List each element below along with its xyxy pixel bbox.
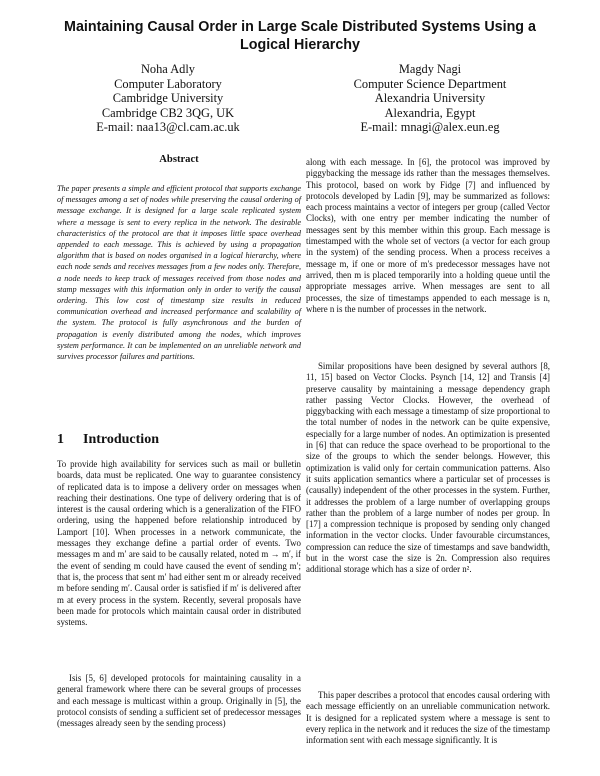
paragraph-left-1: To provide high availability for services such as mail or bulletin boards, data must be replicated. One way to guarantee consistency of replicated data is to impose a delivery order on messages when reaching their destinations. One type of delivery ordering that is of interest is the causal ordering which is a generalization of the FIFO ordering, using the happened before relationship introduced by Lamport [10]. When processes in a network communicate, the messages they exchange define a partial order of events. Two messages m and m′ are said to be causally related, noted m → m′, if the event of sending m could have caused the event of sending m′; that is, the process that sent m′ had either sent m or already received m before sending m′. Causal order is satisfied if m′ is delivered after m at every process in the system. Recently, several proposals have been made for protocols which maintain causal order in distributed systems.	[57, 459, 301, 628]
abstract-heading: Abstract	[159, 154, 199, 165]
abstract-text: The paper presents a simple and efficient protocol that supports exchange of messages among a set of nodes while preserving the causal ordering of message exchange. It is designed for a large scale replicated system where a message is sent to every replica in the network. The desirable characteristics of the protocol are that it imposes little space overhead appended to each message. This is achieved by using a propagation algorithm that is based on nodes organised in a logical hierarchy, where each node sends and receives messages from a few nodes only. Therefore, a node needs to keep track of messages received from those nodes and stamp messages with this information only in order to verify the causal ordering. This low cost of timestamp size results in reduced communication overhead and increased performance and scalability of the system. The protocol is fully asynchronous and the burden of propagation is evenly distributed among the nodes, which improves system performance. It can be implemented on an unreliable network and survives processor failures and partitions.	[57, 184, 301, 362]
author-institution: Cambridge University	[112, 91, 224, 105]
paragraph-right-3: This paper describes a protocol that encodes causal ordering with each message efficiently on an unreliable communication network. It is designed for a replicated system where a message is sent to every replica in the network and it reduces the size of the timestamp information sent with each message significantly. It is	[306, 690, 550, 746]
section-number: 1	[57, 432, 64, 447]
author-dept: Computer Science Department	[353, 76, 507, 91]
paragraph-left-2: Isis [5, 6] developed protocols for maintaining causality in a general framework where there can be several groups of processes and each message is multicast within a group. Originally in [5], the protocol consists of sending a sufficient set of predecessor messages (messages already seen by the sending process)	[57, 673, 301, 729]
paper-title: Maintaining Causal Order in Large Scale Distributed Systems Using a Logical Hierarchy	[64, 19, 536, 53]
section-title: Introduction	[83, 432, 159, 447]
author-block-1	[48, 62, 288, 135]
author-name: Magdy Nagi	[398, 62, 462, 76]
author-dept: Computer Laboratory	[114, 76, 222, 91]
author-email: E-mail: mnagi@alex.eun.eg	[360, 120, 500, 134]
paragraph-right-1: along with each message. In [6], the protocol was improved by piggybacking the message ids rather than the messages themselves. This protocol, based on work by Fidge [7] and influenced by protocols developed by Ladin [9], may be summarized as follows: each process maintains a vector of integers per group (called Vector Clocks), with one entry per member indicating the number of messages sent by this member within this group. Each message is timestamped with the whole set of vectors (a vector for each group in the system) of the sending process. When a process receives a message m, if one or more of m's predecessor messages have not arrived, then m is placed temporarily into a holding queue until the appropriate messages arrive. When messages are sent to all processes, the size of timestamps appended to each message is n, where n is the number of processes in the network.	[306, 157, 550, 314]
paragraph-right-2: Similar propositions have been designed by several authors [8, 11, 15] based on Vector Clocks. Psynch [14, 12] and Transis [4] preserve causality by maintaining a message dependency graph rather passing Vector Clocks. However, the overhead of piggybacking with each message a timestamp of size proportional to the total number of nodes in the network can be quite expensive, especially for a large number of nodes. An optimization is presented in [6] that can reduce the space overhead to be proportional to the size of the groups to which the sender belongs. However, this optimization is valid only for certain communication patterns. Also it suits application semantics where a particular set of processes is (causally) independent of the other processes in the system. Further, it addresses the problem of a large number of overlapping groups rather than the problem of a large number of nodes per group. In [17] a compression technique is proposed by sending only changed information in the vector clocks. Under favourable circumstances, compression can reduce the size of timestamps and save bandwidth, but in the worst case the size is 2n. Compression also requires additional storage which has a size of order n².	[306, 361, 550, 575]
author-name: Noha Adly	[140, 62, 196, 76]
author-email: E-mail: naa13@cl.cam.ac.uk	[96, 120, 240, 134]
section-heading	[57, 432, 301, 448]
author-address: Alexandria, Egypt	[384, 105, 476, 120]
author-address: Cambridge CB2 3QG, UK	[101, 105, 235, 120]
author-institution: Alexandria University	[374, 91, 486, 105]
author-block-2	[310, 62, 550, 135]
